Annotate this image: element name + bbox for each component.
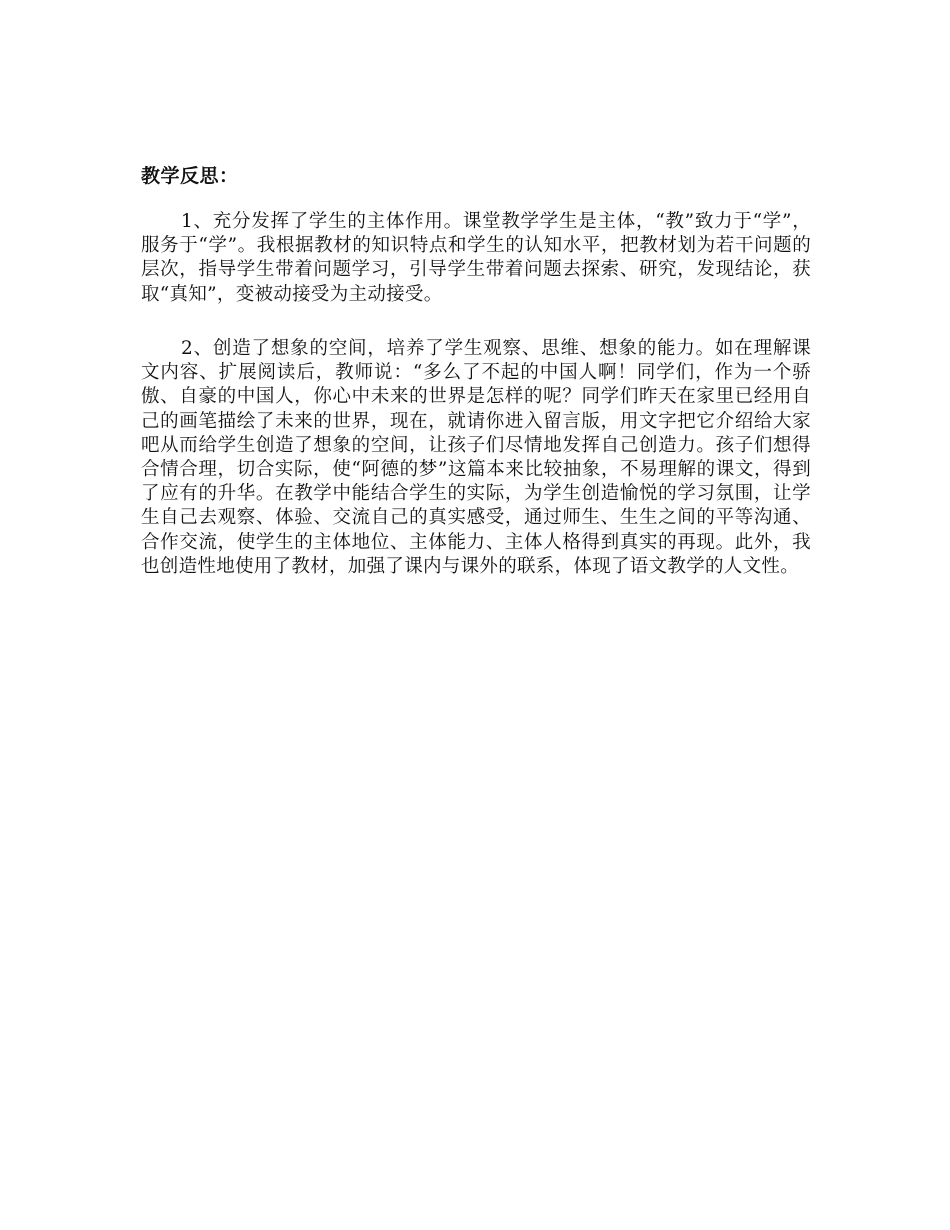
section-heading: 教学反思： xyxy=(141,165,239,187)
paragraph-2: 2、创造了想象的空间，培养了学生观察、思维、想象的能力。如在理解课文内容、扩展阅读后，教师说：“多么了不起的中国人啊！同学们，作为一个骄傲、自豪的中国人，你心中未来的世界是怎样的呢？同学们昨天在家里已经用自己的画笔描绘了未来的世界，现在，就请你进入留言版，用文字把它介绍给大家吧从而给学生创造了想象的空间，让孩子们尽情地发挥自己创造力。孩子们想得合情合理，切合实际，使“阿德的梦”这篇本来比较抽象，不易理解的课文，得到了应有的升华。在教学中能结合学生的实际，为学生创造愉悦的学习氛围，让学生自己去观察、体验、交流自己的真实感受，通过师生、生生之间的平等沟通、合作交流，使学生的主体地位、主体能力、主体人格得到真实的再现。此外，我也创造性地使用了教材，加强了课内与课外的联系，体现了语文教学的人文性。 xyxy=(141,338,811,577)
paragraph-1: 1、充分发挥了学生的主体作用。课堂教学学生是主体，“教”致力于“学”，服务于“学”。我根据教材的知识特点和学生的认知水平，把教材划为若干问题的层次，指导学生带着问题学习，引导学生带着问题去探索、研究，发现结论，获取“真知”，变被动接受为主动接受。 xyxy=(141,211,811,305)
